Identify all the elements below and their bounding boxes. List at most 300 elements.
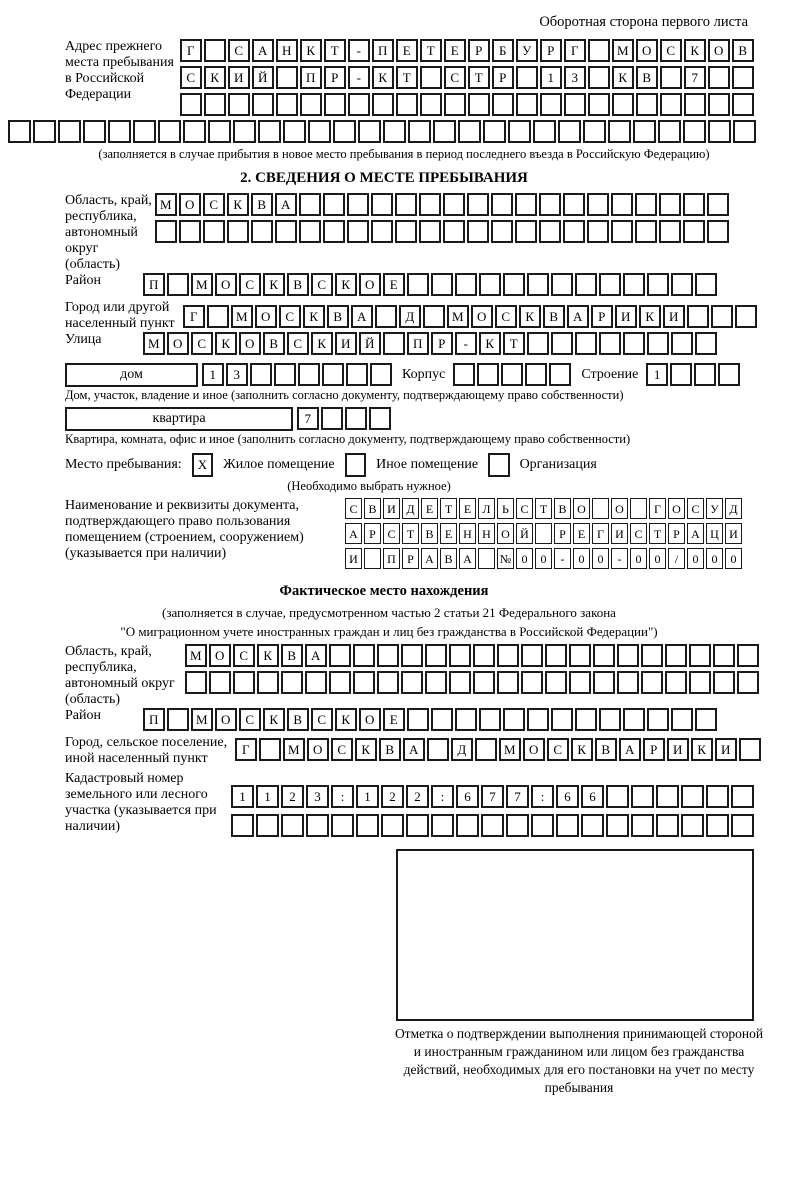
char-cell[interactable] (660, 93, 682, 116)
char-cell[interactable] (683, 220, 705, 243)
char-cell[interactable] (527, 273, 549, 296)
char-cell[interactable] (531, 814, 554, 837)
char-cell[interactable]: Е (444, 39, 466, 62)
char-cell[interactable]: Н (276, 39, 298, 62)
char-cell[interactable] (687, 305, 709, 328)
char-cell[interactable]: К (263, 708, 285, 731)
char-cell[interactable] (345, 407, 367, 430)
char-cell[interactable] (346, 363, 368, 386)
char-cell[interactable]: Р (540, 39, 562, 62)
char-cell[interactable]: М (447, 305, 469, 328)
char-cell[interactable] (707, 193, 729, 216)
char-cell[interactable] (739, 738, 761, 761)
char-cell[interactable] (588, 93, 610, 116)
char-cell[interactable] (467, 193, 489, 216)
char-cell[interactable] (353, 671, 375, 694)
char-cell[interactable]: П (143, 708, 165, 731)
char-cell[interactable]: М (143, 332, 165, 355)
char-cell[interactable]: П (407, 332, 429, 355)
char-cell[interactable] (623, 332, 645, 355)
char-cell[interactable] (695, 332, 717, 355)
char-cell[interactable] (617, 671, 639, 694)
char-cell[interactable] (540, 93, 562, 116)
char-cell[interactable]: Е (383, 708, 405, 731)
char-cell[interactable]: С (345, 498, 362, 519)
char-cell[interactable]: Р (643, 738, 665, 761)
char-cell[interactable]: А (345, 523, 362, 544)
char-cell[interactable]: С (331, 738, 353, 761)
char-cell[interactable] (468, 93, 490, 116)
char-cell[interactable]: П (372, 39, 394, 62)
char-cell[interactable]: 7 (506, 785, 529, 808)
char-cell[interactable]: В (287, 708, 309, 731)
char-cell[interactable]: 1 (256, 785, 279, 808)
char-cell[interactable] (276, 66, 298, 89)
char-cell[interactable]: В (327, 305, 349, 328)
char-cell[interactable] (631, 785, 654, 808)
char-cell[interactable] (623, 273, 645, 296)
char-cell[interactable] (433, 120, 456, 143)
char-cell[interactable] (323, 220, 345, 243)
char-cell[interactable] (252, 93, 274, 116)
char-cell[interactable]: К (303, 305, 325, 328)
char-cell[interactable]: О (573, 498, 590, 519)
char-cell[interactable]: 0 (630, 548, 647, 569)
char-cell[interactable]: А (275, 193, 297, 216)
char-cell[interactable] (735, 305, 757, 328)
char-cell[interactable] (371, 220, 393, 243)
char-cell[interactable] (549, 363, 571, 386)
char-cell[interactable]: 1 (231, 785, 254, 808)
char-cell[interactable] (183, 120, 206, 143)
char-cell[interactable]: 6 (581, 785, 604, 808)
char-cell[interactable]: : (531, 785, 554, 808)
char-cell[interactable] (395, 220, 417, 243)
char-cell[interactable]: В (595, 738, 617, 761)
char-cell[interactable]: К (684, 39, 706, 62)
char-cell[interactable] (708, 93, 730, 116)
char-cell[interactable]: А (305, 644, 327, 667)
char-cell[interactable]: Ц (706, 523, 723, 544)
char-cell[interactable] (659, 220, 681, 243)
char-cell[interactable] (227, 220, 249, 243)
char-cell[interactable]: К (571, 738, 593, 761)
char-cell[interactable]: В (543, 305, 565, 328)
char-cell[interactable] (665, 671, 687, 694)
char-cell[interactable]: Г (564, 39, 586, 62)
char-cell[interactable] (377, 644, 399, 667)
char-cell[interactable] (473, 671, 495, 694)
char-cell[interactable]: В (281, 644, 303, 667)
char-cell[interactable] (431, 814, 454, 837)
char-cell[interactable]: : (331, 785, 354, 808)
char-cell[interactable]: О (179, 193, 201, 216)
char-cell[interactable]: С (287, 332, 309, 355)
char-cell[interactable] (358, 120, 381, 143)
char-cell[interactable] (364, 548, 381, 569)
char-cell[interactable] (617, 644, 639, 667)
char-cell[interactable]: 7 (481, 785, 504, 808)
char-cell[interactable] (635, 193, 657, 216)
char-cell[interactable] (535, 523, 552, 544)
char-cell[interactable] (593, 644, 615, 667)
char-cell[interactable]: Е (421, 498, 438, 519)
char-cell[interactable]: Т (440, 498, 457, 519)
char-cell[interactable]: В (364, 498, 381, 519)
char-cell[interactable] (647, 332, 669, 355)
char-cell[interactable] (641, 644, 663, 667)
char-cell[interactable]: М (185, 644, 207, 667)
char-cell[interactable]: О (668, 498, 685, 519)
char-cell[interactable]: О (708, 39, 730, 62)
char-cell[interactable] (419, 220, 441, 243)
char-cell[interactable]: О (209, 644, 231, 667)
char-cell[interactable]: Р (402, 548, 419, 569)
char-cell[interactable]: М (231, 305, 253, 328)
char-cell[interactable] (681, 785, 704, 808)
char-cell[interactable] (407, 708, 429, 731)
char-cell[interactable] (167, 273, 189, 296)
char-cell[interactable] (453, 363, 475, 386)
char-cell[interactable] (257, 671, 279, 694)
char-cell[interactable] (711, 305, 733, 328)
char-cell[interactable] (133, 120, 156, 143)
char-cell[interactable] (587, 220, 609, 243)
char-cell[interactable] (684, 93, 706, 116)
char-cell[interactable] (713, 644, 735, 667)
char-cell[interactable] (479, 273, 501, 296)
char-cell[interactable]: Е (383, 273, 405, 296)
char-cell[interactable] (209, 671, 231, 694)
char-cell[interactable]: И (611, 523, 628, 544)
char-cell[interactable]: К (639, 305, 661, 328)
char-cell[interactable]: 6 (456, 785, 479, 808)
char-cell[interactable]: 0 (535, 548, 552, 569)
char-cell[interactable]: С (311, 273, 333, 296)
char-cell[interactable]: П (300, 66, 322, 89)
char-cell[interactable] (347, 193, 369, 216)
char-cell[interactable] (491, 220, 513, 243)
char-cell[interactable] (408, 120, 431, 143)
char-cell[interactable] (623, 708, 645, 731)
char-cell[interactable] (671, 708, 693, 731)
char-cell[interactable]: 1 (540, 66, 562, 89)
char-cell[interactable]: М (155, 193, 177, 216)
char-cell[interactable] (258, 120, 281, 143)
char-cell[interactable] (449, 671, 471, 694)
char-cell[interactable]: А (459, 548, 476, 569)
char-cell[interactable] (203, 220, 225, 243)
char-cell[interactable]: И (615, 305, 637, 328)
char-cell[interactable] (581, 814, 604, 837)
char-cell[interactable] (281, 671, 303, 694)
checkbox-inoe[interactable] (345, 453, 367, 477)
char-cell[interactable] (8, 120, 31, 143)
char-cell[interactable] (372, 93, 394, 116)
char-cell[interactable] (443, 220, 465, 243)
char-cell[interactable] (251, 220, 273, 243)
char-cell[interactable]: Д (399, 305, 421, 328)
char-cell[interactable] (683, 120, 706, 143)
char-cell[interactable]: Р (324, 66, 346, 89)
char-cell[interactable]: Й (516, 523, 533, 544)
char-cell[interactable]: 3 (226, 363, 248, 386)
char-cell[interactable] (569, 671, 591, 694)
char-cell[interactable] (516, 93, 538, 116)
char-cell[interactable]: К (263, 273, 285, 296)
char-cell[interactable] (305, 671, 327, 694)
char-cell[interactable]: Л (478, 498, 495, 519)
char-cell[interactable]: С (687, 498, 704, 519)
char-cell[interactable]: М (283, 738, 305, 761)
char-cell[interactable]: И (725, 523, 742, 544)
char-cell[interactable] (167, 708, 189, 731)
char-cell[interactable] (204, 93, 226, 116)
char-cell[interactable] (731, 785, 754, 808)
char-cell[interactable]: 2 (281, 785, 304, 808)
char-cell[interactable]: Р (468, 39, 490, 62)
char-cell[interactable] (478, 548, 495, 569)
char-cell[interactable]: П (143, 273, 165, 296)
char-cell[interactable]: О (239, 332, 261, 355)
char-cell[interactable] (593, 671, 615, 694)
char-cell[interactable]: 2 (406, 785, 429, 808)
char-cell[interactable] (695, 708, 717, 731)
char-cell[interactable]: С (444, 66, 466, 89)
char-cell[interactable]: П (383, 548, 400, 569)
char-cell[interactable] (420, 66, 442, 89)
char-cell[interactable] (647, 273, 669, 296)
char-cell[interactable] (306, 814, 329, 837)
char-cell[interactable]: С (547, 738, 569, 761)
char-cell[interactable]: 0 (725, 548, 742, 569)
char-cell[interactable] (406, 814, 429, 837)
char-cell[interactable]: Д (451, 738, 473, 761)
char-cell[interactable] (521, 671, 543, 694)
char-cell[interactable] (299, 193, 321, 216)
char-cell[interactable]: Р (431, 332, 453, 355)
char-cell[interactable]: В (636, 66, 658, 89)
char-cell[interactable] (525, 363, 547, 386)
char-cell[interactable] (321, 407, 343, 430)
char-cell[interactable]: Е (440, 523, 457, 544)
char-cell[interactable] (539, 193, 561, 216)
char-cell[interactable]: 1 (356, 785, 379, 808)
char-cell[interactable] (665, 644, 687, 667)
char-cell[interactable] (158, 120, 181, 143)
char-cell[interactable]: О (167, 332, 189, 355)
char-cell[interactable] (506, 814, 529, 837)
char-cell[interactable]: Й (252, 66, 274, 89)
char-cell[interactable]: А (567, 305, 589, 328)
char-cell[interactable] (228, 93, 250, 116)
char-cell[interactable] (683, 193, 705, 216)
char-cell[interactable]: К (335, 708, 357, 731)
char-cell[interactable]: О (215, 273, 237, 296)
char-cell[interactable] (671, 332, 693, 355)
char-cell[interactable]: В (732, 39, 754, 62)
char-cell[interactable] (180, 93, 202, 116)
char-cell[interactable]: А (252, 39, 274, 62)
char-cell[interactable] (275, 220, 297, 243)
char-cell[interactable] (323, 193, 345, 216)
char-cell[interactable] (483, 120, 506, 143)
char-cell[interactable]: К (612, 66, 634, 89)
char-cell[interactable]: А (403, 738, 425, 761)
char-cell[interactable] (425, 644, 447, 667)
char-cell[interactable]: С (203, 193, 225, 216)
char-cell[interactable] (479, 708, 501, 731)
char-cell[interactable] (83, 120, 106, 143)
char-cell[interactable] (347, 220, 369, 243)
char-cell[interactable] (298, 363, 320, 386)
char-cell[interactable] (521, 644, 543, 667)
char-cell[interactable] (551, 332, 573, 355)
char-cell[interactable] (713, 671, 735, 694)
char-cell[interactable] (473, 644, 495, 667)
char-cell[interactable]: К (355, 738, 377, 761)
char-cell[interactable] (656, 785, 679, 808)
char-cell[interactable] (259, 738, 281, 761)
char-cell[interactable] (647, 708, 669, 731)
char-cell[interactable]: Р (364, 523, 381, 544)
char-cell[interactable]: - (611, 548, 628, 569)
char-cell[interactable]: А (351, 305, 373, 328)
char-cell[interactable] (456, 814, 479, 837)
checkbox-organizatsiya[interactable] (488, 453, 510, 477)
char-cell[interactable] (497, 671, 519, 694)
char-cell[interactable] (706, 785, 729, 808)
char-cell[interactable] (558, 120, 581, 143)
char-cell[interactable]: В (251, 193, 273, 216)
char-cell[interactable] (539, 220, 561, 243)
char-cell[interactable]: Т (535, 498, 552, 519)
char-cell[interactable]: Т (420, 39, 442, 62)
char-cell[interactable]: С (180, 66, 202, 89)
char-cell[interactable] (527, 332, 549, 355)
char-cell[interactable]: К (519, 305, 541, 328)
char-cell[interactable]: Ь (497, 498, 514, 519)
char-cell[interactable]: А (687, 523, 704, 544)
char-cell[interactable] (611, 193, 633, 216)
char-cell[interactable]: Г (183, 305, 205, 328)
char-cell[interactable]: В (287, 273, 309, 296)
char-cell[interactable]: 0 (687, 548, 704, 569)
char-cell[interactable]: Г (235, 738, 257, 761)
char-cell[interactable]: 6 (556, 785, 579, 808)
char-cell[interactable]: : (431, 785, 454, 808)
char-cell[interactable] (689, 644, 711, 667)
char-cell[interactable] (708, 120, 731, 143)
char-cell[interactable] (300, 93, 322, 116)
char-cell[interactable] (370, 363, 392, 386)
char-cell[interactable] (606, 814, 629, 837)
char-cell[interactable] (455, 273, 477, 296)
char-cell[interactable] (401, 644, 423, 667)
char-cell[interactable]: Г (592, 523, 609, 544)
char-cell[interactable] (329, 644, 351, 667)
char-cell[interactable] (455, 708, 477, 731)
char-cell[interactable]: С (233, 644, 255, 667)
char-cell[interactable]: 3 (564, 66, 586, 89)
char-cell[interactable]: И (228, 66, 250, 89)
char-cell[interactable] (353, 644, 375, 667)
char-cell[interactable]: К (335, 273, 357, 296)
char-cell[interactable]: 0 (516, 548, 533, 569)
char-cell[interactable] (449, 644, 471, 667)
char-cell[interactable] (681, 814, 704, 837)
char-cell[interactable]: А (619, 738, 641, 761)
char-cell[interactable]: В (379, 738, 401, 761)
char-cell[interactable]: / (668, 548, 685, 569)
char-cell[interactable]: Е (573, 523, 590, 544)
char-cell[interactable]: К (204, 66, 226, 89)
char-cell[interactable] (545, 644, 567, 667)
char-cell[interactable] (503, 708, 525, 731)
char-cell[interactable]: С (660, 39, 682, 62)
char-cell[interactable] (179, 220, 201, 243)
char-cell[interactable]: К (479, 332, 501, 355)
char-cell[interactable]: У (706, 498, 723, 519)
char-cell[interactable]: 0 (649, 548, 666, 569)
char-cell[interactable] (381, 814, 404, 837)
char-cell[interactable] (708, 66, 730, 89)
char-cell[interactable]: И (335, 332, 357, 355)
char-cell[interactable]: О (359, 708, 381, 731)
char-cell[interactable]: Р (591, 305, 613, 328)
char-cell[interactable] (718, 363, 740, 386)
checkbox-zhiloe[interactable]: X (192, 453, 214, 477)
char-cell[interactable]: М (499, 738, 521, 761)
char-cell[interactable]: К (300, 39, 322, 62)
char-cell[interactable]: С (279, 305, 301, 328)
char-cell[interactable]: С (495, 305, 517, 328)
char-cell[interactable]: К (227, 193, 249, 216)
char-cell[interactable]: Е (396, 39, 418, 62)
char-cell[interactable] (322, 363, 344, 386)
char-cell[interactable]: К (215, 332, 237, 355)
char-cell[interactable]: С (311, 708, 333, 731)
char-cell[interactable]: - (554, 548, 571, 569)
char-cell[interactable]: И (345, 548, 362, 569)
char-cell[interactable] (631, 814, 654, 837)
char-cell[interactable] (467, 220, 489, 243)
char-cell[interactable] (477, 363, 499, 386)
char-cell[interactable] (583, 120, 606, 143)
char-cell[interactable] (276, 93, 298, 116)
char-cell[interactable] (706, 814, 729, 837)
char-cell[interactable] (659, 193, 681, 216)
char-cell[interactable]: Т (396, 66, 418, 89)
char-cell[interactable] (516, 66, 538, 89)
char-cell[interactable]: 1 (646, 363, 668, 386)
char-cell[interactable] (401, 671, 423, 694)
char-cell[interactable] (575, 273, 597, 296)
char-cell[interactable] (497, 644, 519, 667)
char-cell[interactable] (611, 220, 633, 243)
char-cell[interactable] (731, 814, 754, 837)
char-cell[interactable] (33, 120, 56, 143)
char-cell[interactable] (533, 120, 556, 143)
char-cell[interactable]: М (191, 273, 213, 296)
char-cell[interactable]: Й (359, 332, 381, 355)
char-cell[interactable]: К (311, 332, 333, 355)
char-cell[interactable] (369, 407, 391, 430)
char-cell[interactable] (283, 120, 306, 143)
char-cell[interactable] (475, 738, 497, 761)
char-cell[interactable]: В (440, 548, 457, 569)
char-cell[interactable]: Н (478, 523, 495, 544)
